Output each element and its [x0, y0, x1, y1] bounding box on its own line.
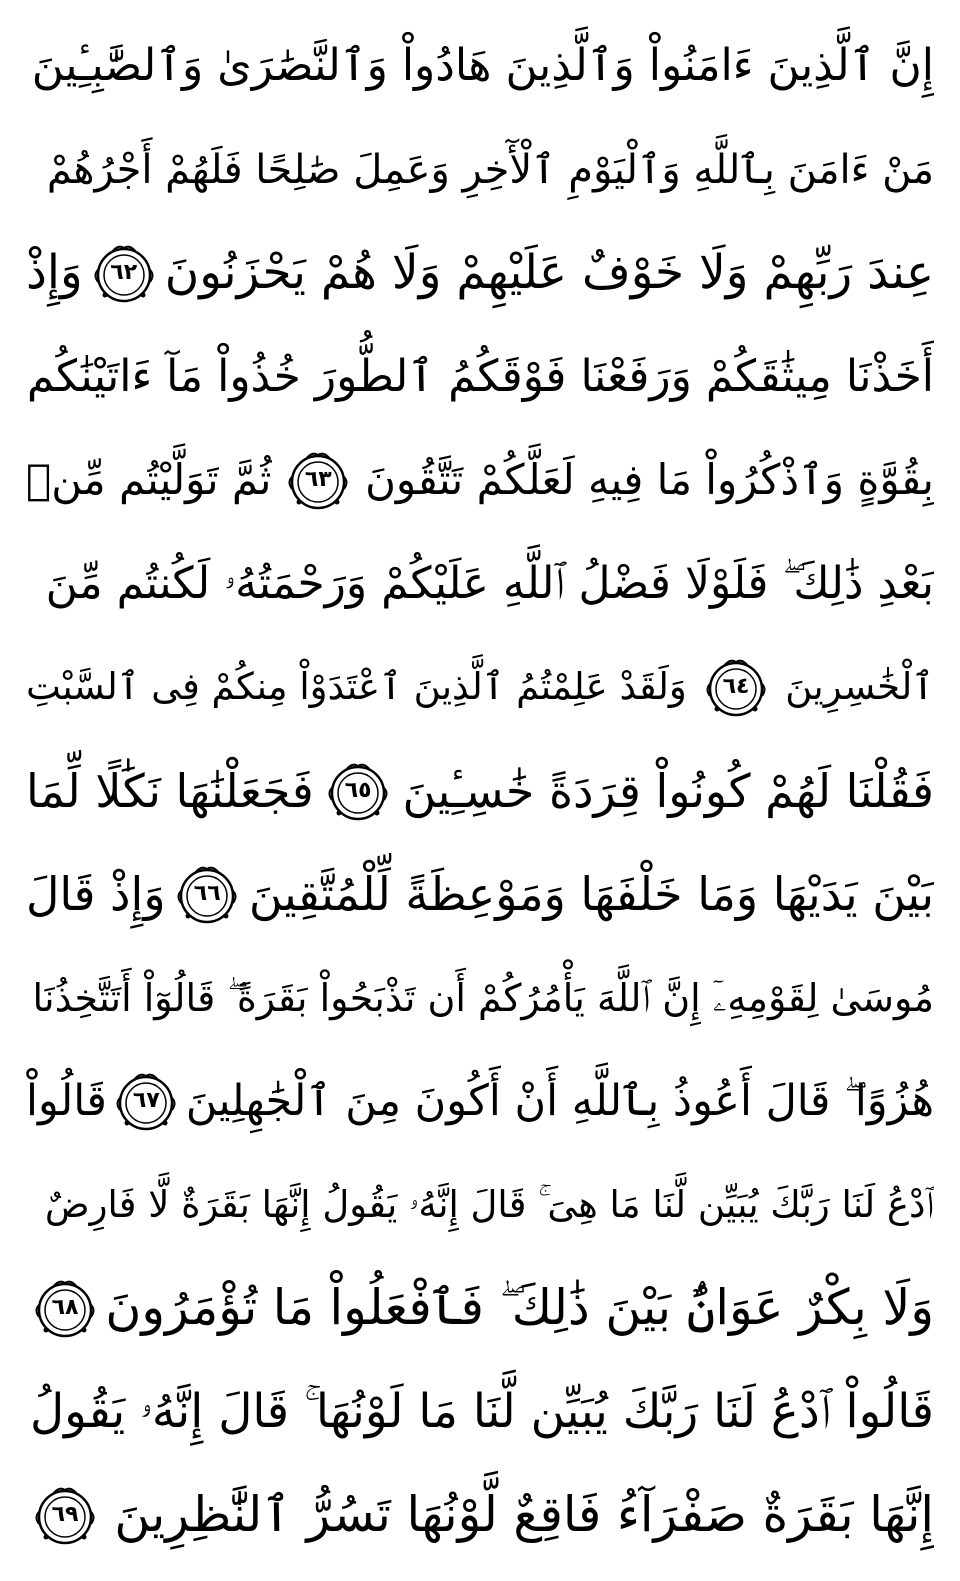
ayah-marker — [32, 1482, 98, 1548]
verse-text: بَيْنَ يَدَيْهَا وَمَا خَلْفَهَا وَمَوْعِظَةً لِّلْمُتَّقِينَ — [248, 867, 934, 921]
verse-text: أَخَذْنَا مِيثَٰقَكُمْ وَرَفَعْنَا فَوْقَكُمُ ٱلطُّورَ خُذُواْ مَآ ءَاتَيْنَٰكُم — [26, 350, 934, 402]
verse-line — [26, 1053, 934, 1149]
ayah-marker — [703, 654, 769, 720]
verse-line — [26, 122, 934, 218]
verse-line — [26, 1467, 934, 1563]
verse-text: مَنْ ءَامَنَ بِٱللَّهِ وَٱلْيَوْمِ ٱلْأٓخِرِ وَعَمِلَ صَٰلِحًا فَلَهُمْ أَجْرُهُمْ — [46, 146, 934, 193]
verse-line — [26, 432, 934, 528]
ayah-number: ٦٩ — [51, 1502, 79, 1527]
ayah-number: ٦٢ — [110, 260, 138, 285]
verse-line — [26, 18, 934, 114]
ayah-number: ٦٥ — [344, 777, 372, 803]
verse-line — [26, 1364, 934, 1460]
verse-text: مُوسَىٰ لِقَوْمِهِۦٓ إِنَّ ٱللَّهَ يَأْمُرُكُمْ أَن تَذْبَحُواْ بَقَرَةً ۖ قَالُوٓاْ أَتَتَّخِذُنَا — [32, 975, 934, 1020]
verse-text: وَلَا بِكْرٌ عَوَانٌۢ بَيْنَ ذَٰلِكَ ۖ فَٱفْعَلُواْ مَا تُؤْمَرُونَ — [105, 1279, 934, 1336]
verse-text: قَالُواْ ٱدْعُ لَنَا رَبَّكَ يُبَيِّن لَّنَا مَا لَوْنُهَا ۚ قَالَ إِنَّهُۥ يَقُولُ — [29, 1383, 934, 1439]
ayah-marker — [113, 1068, 179, 1134]
verse-line — [26, 536, 934, 632]
verse-text: فَجَعَلْنَٰهَا نَكَٰلًا لِّمَا — [26, 763, 314, 818]
verse-line — [26, 1260, 934, 1356]
verse-text: ثُمَّ تَوَلَّيْتُم مِّنۢ — [26, 455, 272, 504]
ayah-number: ٦٤ — [722, 674, 750, 699]
verse-text: إِنَّهَا بَقَرَةٌ صَفْرَآءُ فَاقِعٌ لَّوْنُهَا تَسُرُّ ٱلنَّٰظِرِينَ — [114, 1486, 934, 1543]
verse-text: إِنَّ ٱلَّذِينَ ءَامَنُواْ وَٱلَّذِينَ هَادُواْ وَٱلنَّصَٰرَىٰ وَٱلصَّٰبِـِٔينَ — [31, 40, 934, 91]
verse-text: وَإِذْ — [26, 245, 83, 300]
ayah-number: ٦٨ — [51, 1295, 79, 1320]
ayah-number: ٦٦ — [193, 881, 221, 906]
verse-text: فَقُلْنَا لَهُمْ كُونُواْ قِرَدَةً خَٰسِـِٔينَ — [402, 763, 934, 818]
ayah-marker — [32, 1275, 98, 1341]
verse-line — [26, 846, 934, 942]
ayah-marker — [174, 861, 240, 927]
verse-line — [26, 743, 934, 839]
verse-lines — [26, 18, 934, 1563]
ayah-marker — [325, 758, 391, 824]
ayah-marker — [285, 447, 351, 513]
verse-line — [26, 950, 934, 1046]
verse-line — [26, 639, 934, 735]
verse-text: وَإِذْ قَالَ — [26, 867, 166, 921]
verse-text: ٱدْعُ لَنَا رَبَّكَ يُبَيِّن لَّنَا مَا هِىَ ۚ قَالَ إِنَّهُۥ يَقُولُ إِنَّهَا بَقَرَةٌ لَّا فَارِضٌ — [44, 1182, 934, 1226]
verse-text: بَعْدِ ذَٰلِكَ ۖ فَلَوْلَا فَضْلُ ٱللَّهِ عَلَيْكُمْ وَرَحْمَتُهُۥ لَكُنتُم مِّنَ — [45, 557, 934, 609]
ayah-number: ٦٧ — [132, 1088, 160, 1113]
verse-text: قَالُواْ — [26, 1076, 107, 1126]
verse-line — [26, 329, 934, 425]
verse-text: وَلَقَدْ عَلِمْتُمُ ٱلَّذِينَ ٱعْتَدَوْاْ مِنكُمْ فِى ٱلسَّبْتِ — [26, 665, 687, 708]
verse-text: بِقُوَّةٍ وَٱذْكُرُواْ مَا فِيهِ لَعَلَّكُمْ تَتَّقُونَ — [365, 455, 934, 504]
verse-text: ٱلْخَٰسِرِينَ — [785, 665, 934, 708]
verse-text: عِندَ رَبِّهِمْ وَلَا خَوْفٌ عَلَيْهِمْ وَلَا هُمْ يَحْزَنُونَ — [164, 245, 934, 300]
ayah-marker — [91, 240, 157, 306]
verse-line — [26, 1157, 934, 1253]
verse-text: هُزُوًا ۖ قَالَ أَعُوذُ بِٱللَّهِ أَنْ أَكُونَ مِنَ ٱلْجَٰهِلِينَ — [185, 1076, 934, 1126]
ayah-number: ٦٣ — [304, 467, 332, 492]
verse-line — [26, 225, 934, 321]
